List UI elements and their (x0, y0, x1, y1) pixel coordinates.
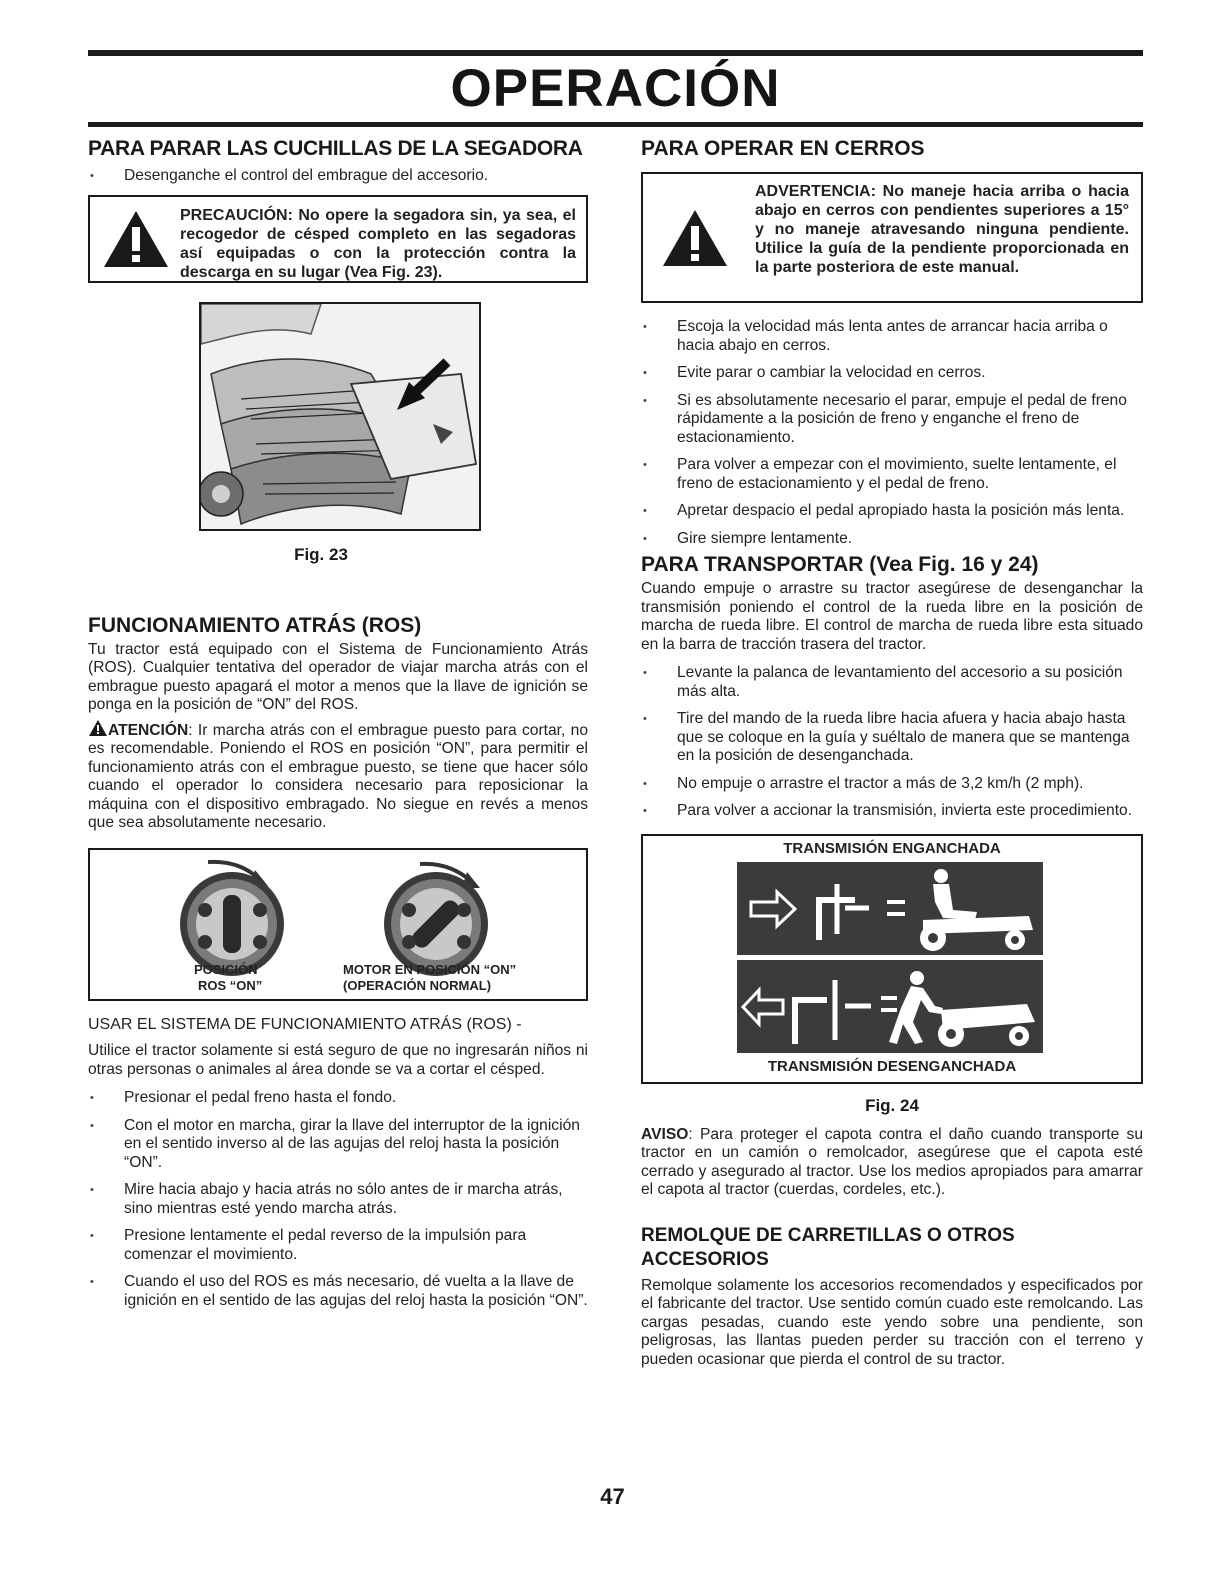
list-item: • Presionar el pedal freno hasta el fondo. (88, 1089, 588, 1108)
left-column (88, 136, 588, 1319)
ros-attention (88, 719, 588, 833)
notice-label: AVISO (641, 1125, 689, 1143)
ros-intro: Tu tractor está equipado con el Sistema de Funcionamiento Atrás (ROS). Cualquier tentativa del operador de viajar marcha atrás con el embrague puesto apagará el motor a menos que la llave de ignición se ponga en la posición de “ON” del ROS. (88, 640, 588, 713)
ros-heading: FUNCIONAMIENTO ATRÁS (ROS) (88, 613, 422, 637)
transmission-figure (641, 834, 1143, 1084)
hills-list (641, 318, 1143, 548)
ros-usage-list (88, 1089, 588, 1310)
list-item: • Con el motor en marcha, girar la llave del interruptor de la ignición en el sentido inverso al de las agujas del reloj hasta la posición “ON”. (88, 1117, 588, 1173)
notice-text: : Para proteger el capota contra el daño cuando transporte su tractor en un camión o remolcador, asegúrese que el capota esté cerrado y asegurado al tractor. Use los medios apropiados para amarrar el capota al tractor (cuerdas, cordeles, etc.). (641, 1125, 1143, 1198)
key-right-line1: MOTOR EN POSICIÓN “ON” (343, 961, 517, 977)
attention-text: : Ir marcha atrás con el embrague puesto para cortar, no es recomendable. Poniendo el ROS en posición “ON”, para permitir el funcionamiento atrás con el embrague puesto, se tiene que hacer sólo cuando el operador lo considera necesario para reposicionar la máquina con el dispositivo embragado. No siegue en revés a menos que sea absolutamente necesario. (88, 721, 588, 831)
ros-usage-heading: USAR EL SISTEMA DE FUNCIONAMIENTO ATRÁS (ROS) - (88, 1015, 522, 1033)
list-item: • Cuando el uso del ROS es más necesario, dé vuelta a la llave de ignición en el sentido de las agujas del reloj hasta la posición “ON”. (88, 1273, 588, 1310)
disengaged-label: TRANSMISIÓN DESENGANCHADA (767, 1057, 1017, 1075)
list-item: • Tire del mando de la rueda libre hacia afuera y hacia abajo hasta que se coloque en la guía y suéltalo de manera que se mantenga en la posición de desenganchada. (641, 710, 1143, 766)
key-left-line1: POSICIÓN (194, 961, 258, 977)
warning-triangle-icon (102, 209, 170, 269)
disengaged-panel (737, 960, 1043, 1053)
header-rule-bottom (88, 122, 1143, 127)
fig23-caption: Fig. 23 (294, 544, 348, 564)
ros-usage-intro: Utilice el tractor solamente si está seguro de que no ingresarán niños ni otras personas o animales al área donde se va a cortar el césped. (88, 1042, 588, 1078)
list-item: • Gire siempre lentamente. (641, 530, 1143, 549)
hills-heading: PARA OPERAR EN CERROS (641, 137, 925, 160)
list-item: • Mire hacia abajo y hacia atrás no sólo antes de ir marcha atrás, sino mientras esté yendo marcha atrás. (88, 1181, 588, 1218)
mower-chute-illustration (201, 304, 479, 529)
key-left-line2: ROS “ON” (198, 977, 263, 993)
warning-triangle-icon (88, 719, 108, 737)
caution-box (88, 195, 588, 283)
fig24-caption: Fig. 24 (865, 1095, 919, 1115)
notice-paragraph (641, 1126, 1143, 1200)
hills-warning-text: ADVERTENCIA: No maneje hacia arriba o hacia abajo en cerros con pendientes superiores a 15° y no maneje atravesando ninguna pendiente. Utilice la guía de la pendiente proporcionada en la parte posteriora de este manual. (755, 183, 1129, 276)
list-item: • Apretar despacio el pedal apropiado hasta la posición más lenta. (641, 502, 1143, 521)
page-number: 47 (600, 1484, 625, 1509)
list-item: • Levante la palanca de levantamiento del accesorio a su posición más alta. (641, 664, 1143, 701)
transport-list (641, 664, 1143, 821)
mower-figure (199, 302, 481, 531)
attention-label: ATENCIÓN (108, 721, 189, 739)
page-title: OPERACIÓN (450, 59, 781, 118)
transport-heading: PARA TRANSPORTAR (Vea Fig. 16 y 24) (641, 553, 1039, 576)
warning-triangle-icon (661, 208, 729, 268)
right-column (641, 136, 1143, 1369)
list-item: • Presione lentamente el pedal reverso de la impulsión para comenzar el movimiento. (88, 1227, 588, 1264)
key-right-line2: (OPERACIÓN NORMAL) (343, 977, 492, 993)
disengaged-illustration (737, 960, 1043, 1053)
stop-blades-heading: PARA PARAR LAS CUCHILLAS DE LA SEGADORA (88, 137, 583, 160)
engaged-illustration (737, 862, 1043, 955)
list-item: • Para volver a accionar la transmisión, invierta este procedimiento. (641, 802, 1143, 821)
list-item: • Desenganche el control del embrague del accesorio. (88, 167, 588, 186)
header-rule-top (88, 50, 1143, 56)
list-item: • No empuje o arrastre el tractor a más de 3,2 km/h (2 mph). (641, 775, 1143, 794)
caution-text: PRECAUCIÓN: No opere la segadora sin, ya sea, el recogedor de césped completo en las segadoras así equipadas o con la protección contra la descarga en su lugar (Vea Fig. 23). (180, 206, 576, 281)
towing-heading: REMOLQUE DE CARRETILLAS O OTROS ACCESORIOS (641, 1224, 1015, 1270)
stop-blades-list (88, 167, 588, 186)
list-item: • Para volver a empezar con el movimiento, suelte lentamente, el freno de estacionamiento y el pedal de freno. (641, 456, 1143, 493)
engaged-label: TRANSMISIÓN ENGANCHADA (783, 839, 1001, 857)
list-item: • Si es absolutamente necesario el parar, empuje el pedal de freno rápidamente a la posición de freno y enganche el freno de estacionamiento. (641, 392, 1143, 448)
hills-warning-box (641, 172, 1143, 303)
engaged-panel (737, 862, 1043, 955)
list-item: • Evite parar o cambiar la velocidad en cerros. (641, 364, 1143, 383)
ignition-key-figure (88, 848, 588, 1001)
towing-text: Remolque solamente los accesorios recomendados y especificados por el fabricante del tractor. Use sentido común cuado este remolcando. Las cargas pesadas, cuando este yendo sobre una pendiente, son peligrosas, las llantas pueden perder su tracción con el terreno y pueden ocasionar que pierda el control de su tractor. (641, 1276, 1143, 1368)
list-item: • Escoja la velocidad más lenta antes de arrancar hacia arriba o hacia abajo en cerros. (641, 318, 1143, 355)
key-left-label (194, 962, 262, 994)
key-right-label (343, 962, 516, 994)
transport-intro: Cuando empuje o arrastre su tractor asegúrese de desenganchar la transmisión poniendo el control de la rueda libre en la posición de marcha de rueda libre. El control de marcha de rueda libre esta situado en la barra de tracción trasera del tractor. (641, 580, 1143, 653)
